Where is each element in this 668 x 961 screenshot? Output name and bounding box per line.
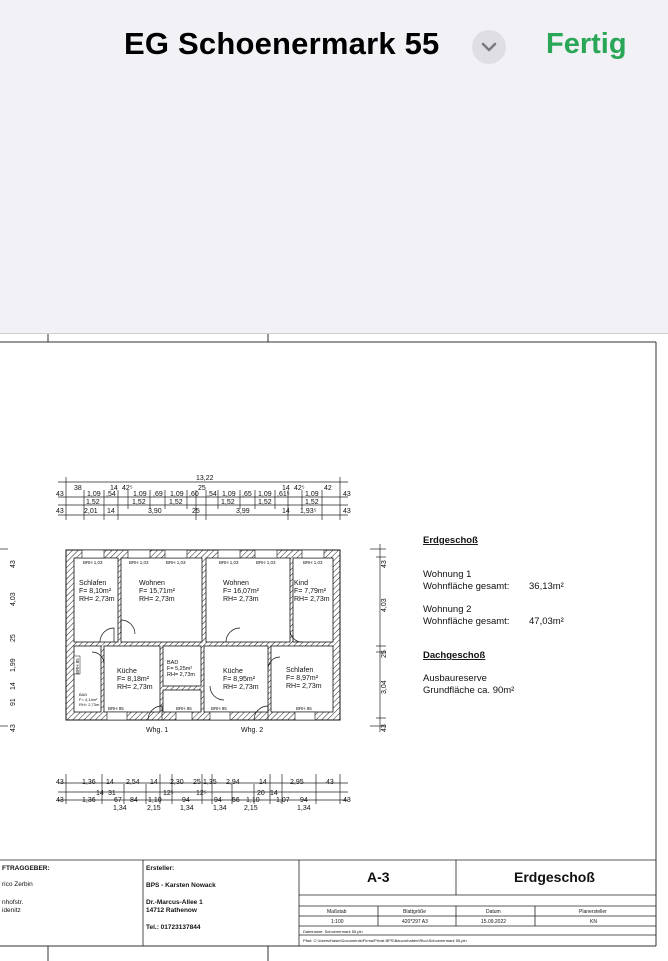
svg-text:,61⁵: ,61⁵ <box>277 491 290 498</box>
room-name: Schlafen <box>79 580 107 587</box>
svg-text:FTRAGGEBER:: FTRAGGEBER: <box>2 865 50 872</box>
svg-text:43: 43 <box>56 779 64 786</box>
svg-text:36,13m²: 36,13m² <box>529 581 564 592</box>
svg-text:31: 31 <box>108 790 116 797</box>
svg-text:BRH 1,03: BRH 1,03 <box>303 560 323 565</box>
dim-label: 42⁵ <box>294 485 305 492</box>
svg-text:RH= 2,73m: RH= 2,73m <box>117 684 153 691</box>
svg-text:Pfad: C:\Users\Hasin\Documents: Pfad: C:\Users\Hasin\Documents\Firma\Privat BPS\Bauvorhaben\Rico\Schoenermark 55.pln <box>303 938 467 943</box>
svg-text:47,03m²: 47,03m² <box>529 616 564 627</box>
svg-text:BRH 85: BRH 85 <box>211 706 227 711</box>
svg-text:43: 43 <box>56 491 64 498</box>
svg-text:14: 14 <box>96 790 104 797</box>
svg-text:Grundfläche ca. 90m²: Grundfläche ca. 90m² <box>423 685 515 696</box>
svg-text:14: 14 <box>106 779 114 786</box>
svg-text:rico Zerbin: rico Zerbin <box>2 881 33 888</box>
svg-text:43: 43 <box>326 779 334 786</box>
svg-text:BRH 1,03: BRH 1,03 <box>129 560 149 565</box>
svg-text:1,09: 1,09 <box>170 491 184 498</box>
svg-text:Wohnung 2: Wohnung 2 <box>423 604 472 615</box>
svg-text:1,34: 1,34 <box>180 805 194 812</box>
svg-text:1,52: 1,52 <box>221 499 235 506</box>
svg-text:1,09: 1,09 <box>305 491 319 498</box>
svg-text:1,34: 1,34 <box>113 805 127 812</box>
svg-text:2,94: 2,94 <box>226 779 240 786</box>
svg-text:1,52: 1,52 <box>86 499 100 506</box>
svg-text:Blattgröße: Blattgröße <box>403 909 427 915</box>
svg-text:14712 Rathenow: 14712 Rathenow <box>146 907 197 914</box>
svg-text:Wohnfläche gesamt:: Wohnfläche gesamt: <box>423 616 510 627</box>
svg-text:25: 25 <box>10 634 17 642</box>
svg-text:56: 56 <box>232 797 240 804</box>
svg-text:BRH 1,03: BRH 1,03 <box>166 560 186 565</box>
svg-text:1,10: 1,10 <box>148 797 162 804</box>
svg-text:F= 15,71m²: F= 15,71m² <box>139 588 175 595</box>
legend-eg-heading: Erdgeschoß <box>423 535 478 546</box>
svg-text:idenitz: idenitz <box>2 907 21 914</box>
svg-text:3,90: 3,90 <box>148 508 162 515</box>
svg-text:BRH 1,03: BRH 1,03 <box>256 560 276 565</box>
svg-text:94: 94 <box>214 797 222 804</box>
unit-1-label: Whg. 1 <box>146 727 169 734</box>
legend-dg-heading: Dachgeschoß <box>423 650 486 661</box>
svg-text:43: 43 <box>381 724 388 732</box>
chevron-down-icon <box>481 41 497 53</box>
svg-text:84: 84 <box>130 797 138 804</box>
svg-text:4,03: 4,03 <box>10 592 17 606</box>
area-legend <box>423 535 564 696</box>
svg-text:14: 14 <box>150 779 158 786</box>
svg-text:43: 43 <box>10 724 17 732</box>
svg-text:Ersteller:: Ersteller: <box>146 865 175 872</box>
sheet-title: Erdgeschoß <box>514 869 595 885</box>
svg-text:25: 25 <box>192 508 200 515</box>
svg-text:14: 14 <box>107 508 115 515</box>
svg-text:14: 14 <box>270 790 278 797</box>
svg-text:F= 8,97m²: F= 8,97m² <box>286 675 319 682</box>
svg-text:Wohnfläche gesamt:: Wohnfläche gesamt: <box>423 581 510 592</box>
svg-text:Tel.: 01723137844: Tel.: 01723137844 <box>146 924 201 931</box>
dim-label: 14 <box>110 485 118 492</box>
plan-sheet <box>0 333 668 961</box>
svg-text:RH= 2,73m: RH= 2,73m <box>294 596 330 603</box>
svg-text:43: 43 <box>343 491 351 498</box>
svg-text:1,36: 1,36 <box>82 779 96 786</box>
room-name: Wohnen <box>223 580 249 587</box>
svg-text:1,09: 1,09 <box>133 491 147 498</box>
svg-text:1,36: 1,36 <box>82 797 96 804</box>
svg-text:F= 4,14m²: F= 4,14m² <box>79 697 98 702</box>
document-title: EG Schoenermark 55 <box>124 26 440 61</box>
svg-text:1,34: 1,34 <box>213 805 227 812</box>
svg-text:RH= 2,73m: RH= 2,73m <box>79 702 100 707</box>
client-block <box>2 865 50 914</box>
floor-plan-walls <box>66 550 340 720</box>
svg-text:RH= 2,73m: RH= 2,73m <box>139 596 175 603</box>
svg-text:F= 16,07m²: F= 16,07m² <box>223 588 259 595</box>
top-bar <box>0 0 668 90</box>
svg-text:Ausbaureserve: Ausbaureserve <box>423 673 487 684</box>
file-info <box>303 929 467 943</box>
svg-text:14: 14 <box>259 779 267 786</box>
svg-text:,69: ,69 <box>153 491 163 498</box>
svg-text:67: 67 <box>114 797 122 804</box>
room-name: Küche <box>117 668 137 675</box>
svg-text:1,07: 1,07 <box>276 797 290 804</box>
svg-text:KN: KN <box>590 919 597 925</box>
svg-text:BRH 85: BRH 85 <box>108 706 124 711</box>
title-block-table <box>327 909 607 925</box>
svg-text:,54: ,54 <box>207 491 217 498</box>
svg-text:,54: ,54 <box>106 491 116 498</box>
svg-text:Datum: Datum <box>486 909 501 915</box>
svg-text:F= 5,25m²: F= 5,25m² <box>167 666 193 672</box>
floor-plan-drawing <box>0 334 668 961</box>
dim-row4-labels <box>56 508 351 515</box>
svg-text:3,99: 3,99 <box>236 508 250 515</box>
svg-text:14: 14 <box>282 508 290 515</box>
svg-text:2,15: 2,15 <box>244 805 258 812</box>
svg-text:,65: ,65 <box>242 491 252 498</box>
unit-2-label: Whg. 2 <box>241 727 264 734</box>
svg-text:2,54: 2,54 <box>126 779 140 786</box>
svg-text:BRH 1,03: BRH 1,03 <box>219 560 239 565</box>
done-button[interactable]: Fertig <box>546 28 627 60</box>
svg-text:1,09: 1,09 <box>258 491 272 498</box>
dim-label: 42 <box>324 485 332 492</box>
svg-text:Dr.-Marcus-Allee 1: Dr.-Marcus-Allee 1 <box>146 899 203 906</box>
sheet-number: A-3 <box>367 869 390 885</box>
svg-text:RH= 2,73m: RH= 2,73m <box>223 596 259 603</box>
svg-text:Wohnung 1: Wohnung 1 <box>423 569 472 580</box>
svg-text:20: 20 <box>257 790 265 797</box>
svg-text:43: 43 <box>56 797 64 804</box>
svg-text:BRH 1,03: BRH 1,03 <box>83 560 103 565</box>
svg-text:RH= 2,73m: RH= 2,73m <box>167 672 195 678</box>
svg-text:1,35: 1,35 <box>203 779 217 786</box>
svg-text:1,99: 1,99 <box>10 658 17 672</box>
svg-text:4,03: 4,03 <box>381 598 388 612</box>
svg-text:nhofstr.: nhofstr. <box>2 899 24 906</box>
svg-text:BRH 85: BRH 85 <box>296 706 312 711</box>
dim-label: 25 <box>198 485 206 492</box>
room-name: BAD <box>79 692 88 697</box>
svg-text:12⁵: 12⁵ <box>196 790 207 797</box>
svg-text:RH= 2,73m: RH= 2,73m <box>223 684 259 691</box>
svg-text:F= 7,79m²: F= 7,79m² <box>294 588 327 595</box>
svg-text:2,01: 2,01 <box>84 508 98 515</box>
svg-text:1,34: 1,34 <box>297 805 311 812</box>
dim-label: 42⁵ <box>122 485 133 492</box>
svg-text:Dateiname: Schoenermark 55.pln: Dateiname: Schoenermark 55.pln <box>303 929 363 934</box>
svg-text:91: 91 <box>10 698 17 706</box>
svg-text:43: 43 <box>381 560 388 568</box>
svg-text:420*297 A3: 420*297 A3 <box>402 919 428 925</box>
left-dim-labels <box>10 560 17 732</box>
svg-text:1:100: 1:100 <box>331 919 344 925</box>
svg-text:43: 43 <box>10 560 17 568</box>
svg-text:94: 94 <box>182 797 190 804</box>
title-menu-button[interactable] <box>472 30 506 64</box>
svg-text:1,93⁵: 1,93⁵ <box>300 508 317 515</box>
svg-text:3,04: 3,04 <box>381 680 388 694</box>
svg-text:,60: ,60 <box>189 491 199 498</box>
svg-text:43: 43 <box>343 797 351 804</box>
room-name: BAD <box>167 660 179 666</box>
svg-text:94: 94 <box>300 797 308 804</box>
svg-text:43: 43 <box>343 508 351 515</box>
svg-text:2,15: 2,15 <box>147 805 161 812</box>
svg-text:BPS - Karsten Nowack: BPS - Karsten Nowack <box>146 882 216 889</box>
svg-text:15.09.2022: 15.09.2022 <box>481 919 507 925</box>
svg-text:RH= 2,73m: RH= 2,73m <box>286 683 322 690</box>
svg-text:2,95: 2,95 <box>290 779 304 786</box>
svg-text:F= 8,10m²: F= 8,10m² <box>79 588 112 595</box>
svg-text:F= 8,18m²: F= 8,18m² <box>117 676 150 683</box>
svg-text:1,09: 1,09 <box>87 491 101 498</box>
svg-text:1,09: 1,09 <box>222 491 236 498</box>
svg-text:14: 14 <box>10 682 17 690</box>
dim-total: 13,22 <box>196 475 214 482</box>
svg-text:43: 43 <box>56 508 64 515</box>
svg-text:2,30: 2,30 <box>170 779 184 786</box>
svg-text:25: 25 <box>381 650 388 658</box>
svg-text:1,52: 1,52 <box>258 499 272 506</box>
svg-text:25: 25 <box>193 779 201 786</box>
svg-text:1,52: 1,52 <box>305 499 319 506</box>
svg-text:RH= 2,73m: RH= 2,73m <box>79 596 115 603</box>
bottom-dim-labels <box>56 779 351 812</box>
svg-text:BRH 85: BRH 85 <box>75 658 80 674</box>
svg-text:BRH 85: BRH 85 <box>176 706 192 711</box>
dim-label: 14 <box>282 485 290 492</box>
svg-text:12⁵: 12⁵ <box>163 790 174 797</box>
svg-text:1,10: 1,10 <box>246 797 260 804</box>
svg-text:Planersteller: Planersteller <box>579 909 607 915</box>
svg-text:F= 8,95m²: F= 8,95m² <box>223 676 256 683</box>
svg-text:1,52: 1,52 <box>132 499 146 506</box>
svg-text:Maßstab: Maßstab <box>327 909 347 915</box>
room-name: Kind <box>294 580 309 587</box>
author-block <box>146 865 216 931</box>
room-name: Küche <box>223 668 243 675</box>
dim-label: 38 <box>74 485 82 492</box>
room-name: Wohnen <box>139 580 165 587</box>
room-name: Schlafen <box>286 667 314 674</box>
svg-text:1,52: 1,52 <box>169 499 183 506</box>
